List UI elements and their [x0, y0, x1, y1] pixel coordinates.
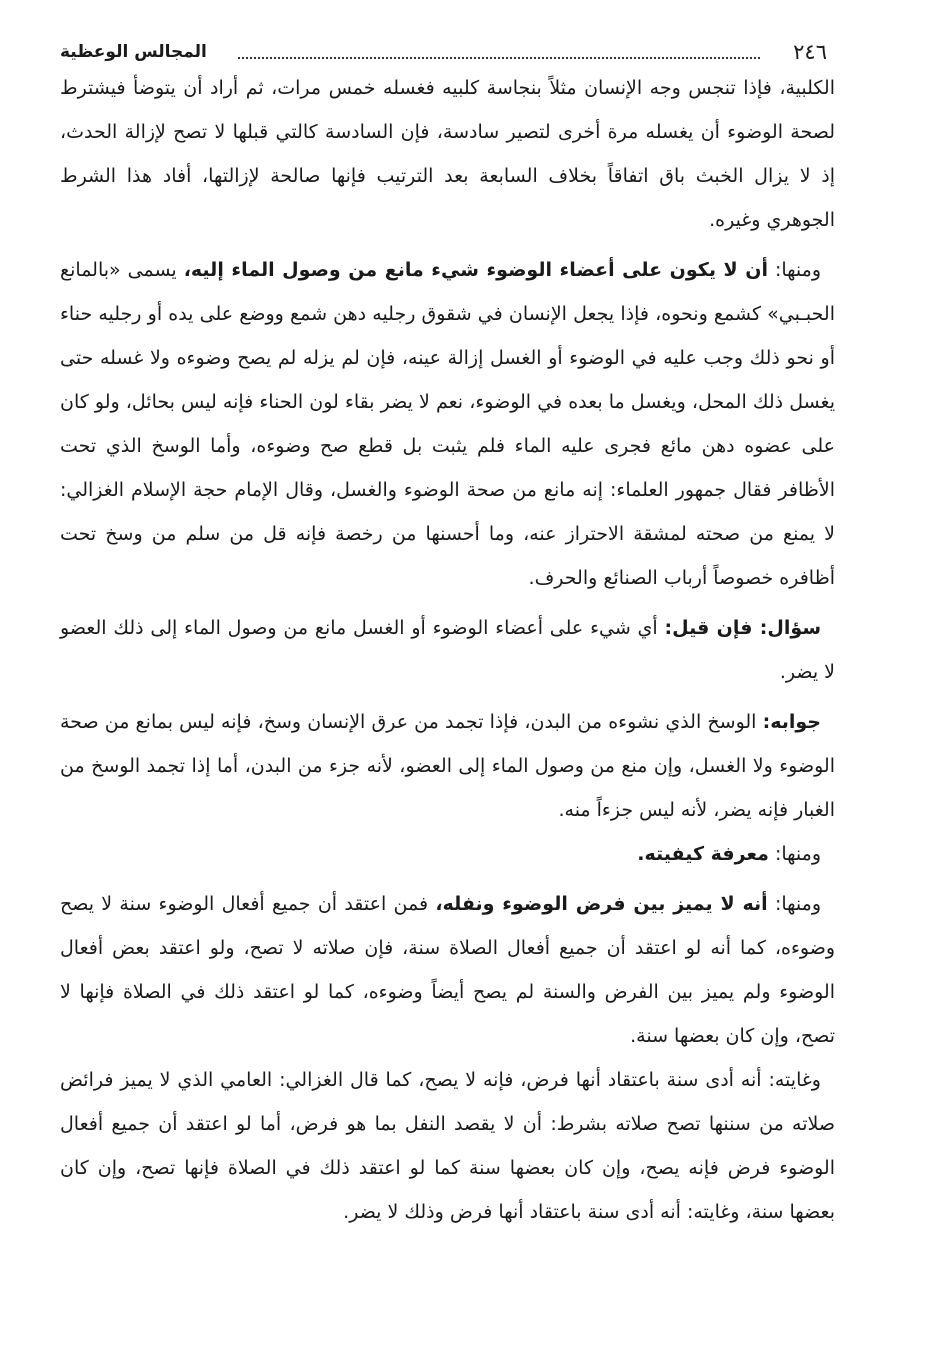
header-dotted-rule [238, 57, 760, 59]
page-header [60, 40, 835, 66]
paragraph-text: يسمى «بالمانع الحبـبي» كشمع ونحوه، فإذا يجعل الإنسان في شقوق رجليه دهن شمع ووضع على يده أو رجليه حناء أو نحو ذلك وجب عليه في الوضوء أو الغسل إزالة عينه، فإن لم يزله لم يصح وضوءه ولا غسله حتى يغسل ذلك المحل، ويغسل ما بعده في الوضوء، نعم لا يضر بقاء لون الحناء فإنه ليس بحائل، ولو كان على عضوه دهن مائع فجرى عليه الماء فلم يثبت بل قطع صح وضوءه، وأما الوسخ الذي تحت الأظافر فقال جمهور العلماء: إنه مانع من صحة الوضوء والغسل، وقال الإمام حجة الإسلام الغزالي: لا يمنع من صحته لمشقة الاحتراز عنه، وما أحسنها من رخصة فإنه قل من سلم من وسخ تحت أظافره خصوصاً أرباب الصنائع والحرف. [60, 259, 835, 589]
paragraph-heading: معرفة كيفيته. [637, 843, 769, 865]
paragraph-text: الكلبية، فإذا تنجس وجه الإنسان مثلاً بنجاسة كلبيه فغسله خمس مرات، ثم أراد أن يتوضأ فيشترط لصحة الوضوء أن يغسله مرة أخرى لتصير سادسة، فإن السادسة كالتي قبلها لا تصح لإزالة الحدث، إذ لا يزال الخبث باق اتفاقاً بخلاف السابعة بعد الترتيب فإنها صالحة لإزالتها، أفاد هذا الشرط الجوهري وغيره. [60, 77, 835, 231]
paragraph-heading: سؤال: فإن قيل: [664, 617, 822, 639]
page-number: ٢٤٦ [793, 40, 827, 64]
book-page [60, 40, 835, 1234]
paragraph-ghazali-opinion [60, 1058, 835, 1234]
paragraph-heading: أنه لا يميز بين فرض الوضوء ونفله، [435, 893, 768, 915]
paragraph-heading: أن لا يكون على أعضاء الوضوء شيء مانع من وصول الماء إليه، [183, 259, 768, 281]
paragraph-lead: ومنها: [767, 259, 821, 281]
paragraph-text: فمن اعتقد أن جميع أفعال الوضوء سنة لا يصح وضوءه، كما أنه لو اعتقد أن جميع أفعال الصلاة سنة، فإن صلاته لا تصح، ولو اعتقد بعض أفعال الوضوء ولم يميز بين الفرض والسنة لم يصح أيضاً وضوءه، كما لو اعتقد ذلك في الصلاة فإنها لا تصح، وإن كان بعضها سنة. [60, 893, 835, 1047]
paragraph-obligatory-voluntary [60, 882, 835, 1058]
paragraph-lead: ومنها: [768, 843, 821, 865]
paragraph-text: الوسخ الذي نشوءه من البدن، فإذا تجمد من عرق الإنسان وسخ، فإنه ليس بمانع من صحة الوضوء ولا الغسل، وإن منع من وصول الماء إلى العضو، لأنه جزء من البدن، أما إذا تجمد الوسخ من الغبار فإنه يضر، لأنه ليس جزءاً منه. [60, 711, 835, 821]
paragraph-answer [60, 700, 835, 832]
running-title: المجالس الوعظية [60, 42, 207, 62]
paragraph-barrier-condition [60, 248, 835, 600]
paragraph-lead: وغايته: [761, 1069, 821, 1091]
paragraph-heading: جوابه: [762, 711, 821, 733]
paragraph-question [60, 606, 835, 694]
paragraph-text: أي شيء على أعضاء الوضوء أو الغسل مانع من وصول الماء إلى ذلك العضو لا يضر. [60, 617, 835, 683]
paragraph-dog-impurity [60, 66, 835, 242]
paragraph-knowing-method [60, 832, 835, 876]
paragraph-lead: ومنها: [767, 893, 821, 915]
paragraph-text: أنه أدى سنة باعتقاد أنها فرض، فإنه لا يصح، كما قال الغزالي: العامي الذي لا يميز فرائض صلاته من سننها تصح صلاته بشرط: أن لا يقصد النفل بما هو فرض، أما لو اعتقد أن جميع أفعال الوضوء فرض فإنه يصح، وإن كان بعضها سنة كما لو اعتقد ذلك في الصلاة فإنها تصح، وإن كان بعضها سنة، وغايته: أنه أدى سنة باعتقاد أنها فرض وذلك لا يضر. [60, 1069, 835, 1223]
